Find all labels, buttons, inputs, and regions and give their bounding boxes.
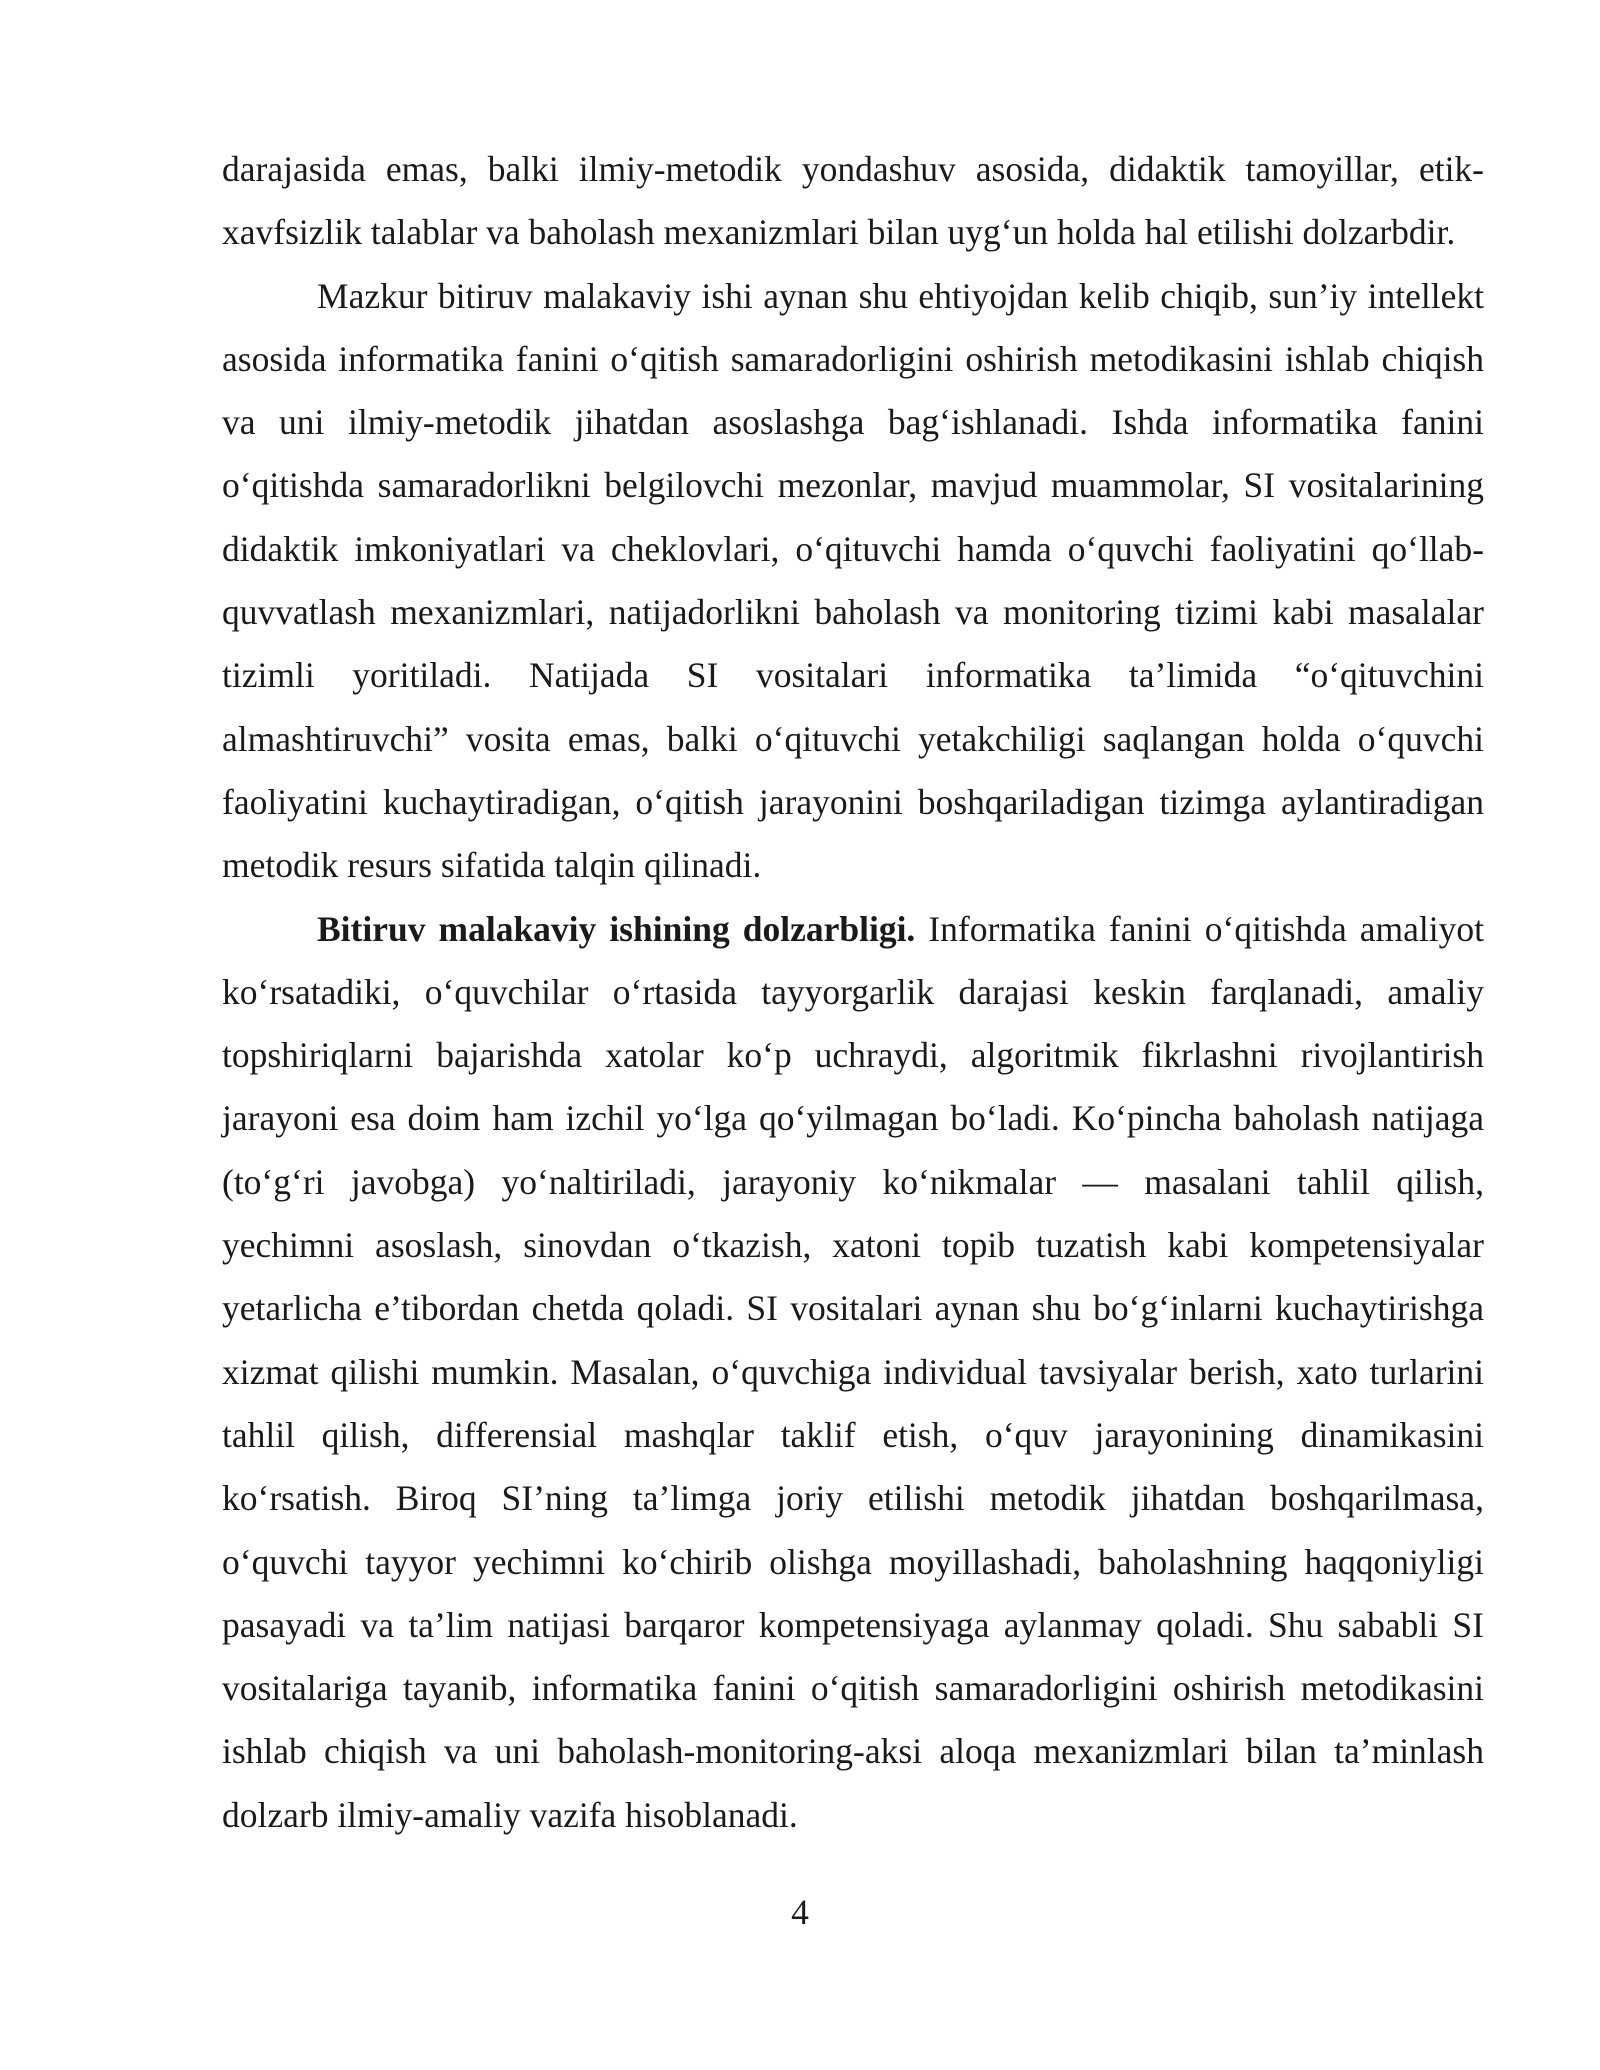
section-heading-relevance: Bitiruv malakaviy ishining dolzarbligi. — [317, 908, 916, 949]
paragraph-relevance-text: Informatika fanini o‘qitishda amaliyot ko‘rsatadiki, o‘quvchilar o‘rtasida tayyorgarlik darajasi keskin farqlanadi, amaliy topshiriqlarni bajarishda xatolar ko‘p uchraydi, algoritmik fikrlashni rivojlantirish jarayoni esa doim ham izchil yo‘lga qo‘yilmagan bo‘ladi. Ko‘pincha baholash natijaga (to‘g‘ri javobga) yo‘naltiriladi, jarayoniy ko‘nikmalar — masalani tahlil qilish, yechimni asoslash, sinovdan o‘tkazish, xatoni topib tuzatish kabi kompetensiyalar yetarlicha e’tibordan chetda qoladi. SI vositalari aynan shu bo‘g‘inlarni kuchaytirishga xizmat qilishi mumkin. Masalan, o‘quvchiga individual tavsiyalar berish, xato turlarini tahlil qilish, differensial mashqlar taklif etish, o‘quv jarayonining dinamikasini ko‘rsatish. Biroq SI’ning ta’limga joriy etilishi metodik jihatdan boshqarilmasa, o‘quvchi tayyor yechimni ko‘chirib olishga moyillashadi, baholashning haqqoniyligi pasayadi va ta’lim natijasi barqaror kompetensiyaga aylanmay qoladi. Shu sababli SI vositalariga tayanib, informatika fanini o‘qitish samaradorligini oshirish metodikasini ishlab chiqish va uni baholash-monitoring-aksi aloqa mexanizmlari bilan ta’minlash dolzarb ilmiy-amaliy vazifa hisoblanadi. — [222, 908, 1484, 1835]
paragraph-thesis-purpose: Mazkur bitiruv malakaviy ishi aynan shu ehtiyojdan kelib chiqib, sun’iy intellekt asosida informatika fanini o‘qitish samaradorligini oshirish metodikasini ishlab chiqish va uni ilmiy-metodik jihatdan asoslashga bag‘ishlanadi. Ishda informatika fanini o‘qitishda samaradorlikni belgilovchi mezonlar, mavjud muammolar, SI vositalarining didaktik imkoniyatlari va cheklovlari, o‘qituvchi hamda o‘quvchi faoliyatini qo‘llab-quvvatlash mexanizmlari, natijadorlikni baholash va monitoring tizimi kabi masalalar tizimli yoritiladi. Natijada SI vositalari informatika ta’limida “o‘qituvchini almashtiruvchi” vosita emas, balki o‘qituvchi yetakchiligi saqlangan holda o‘quvchi faoliyatini kuchaytiradigan, o‘qitish jarayonini boshqariladigan tizimga aylantiradigan metodik resurs sifatida talqin qilinadi. — [222, 275, 1484, 886]
paragraph-relevance — [222, 898, 1484, 1847]
paragraph-continuation: darajasida emas, balki ilmiy-metodik yondashuv asosida, didaktik tamoyillar, etik-xavfsizlik talablar va baholash mexanizmlari bilan uyg‘un holda hal etilishi dolzarbdir. — [222, 149, 1484, 253]
body-text — [222, 138, 1484, 1847]
page-number: 4 — [791, 1892, 809, 1932]
